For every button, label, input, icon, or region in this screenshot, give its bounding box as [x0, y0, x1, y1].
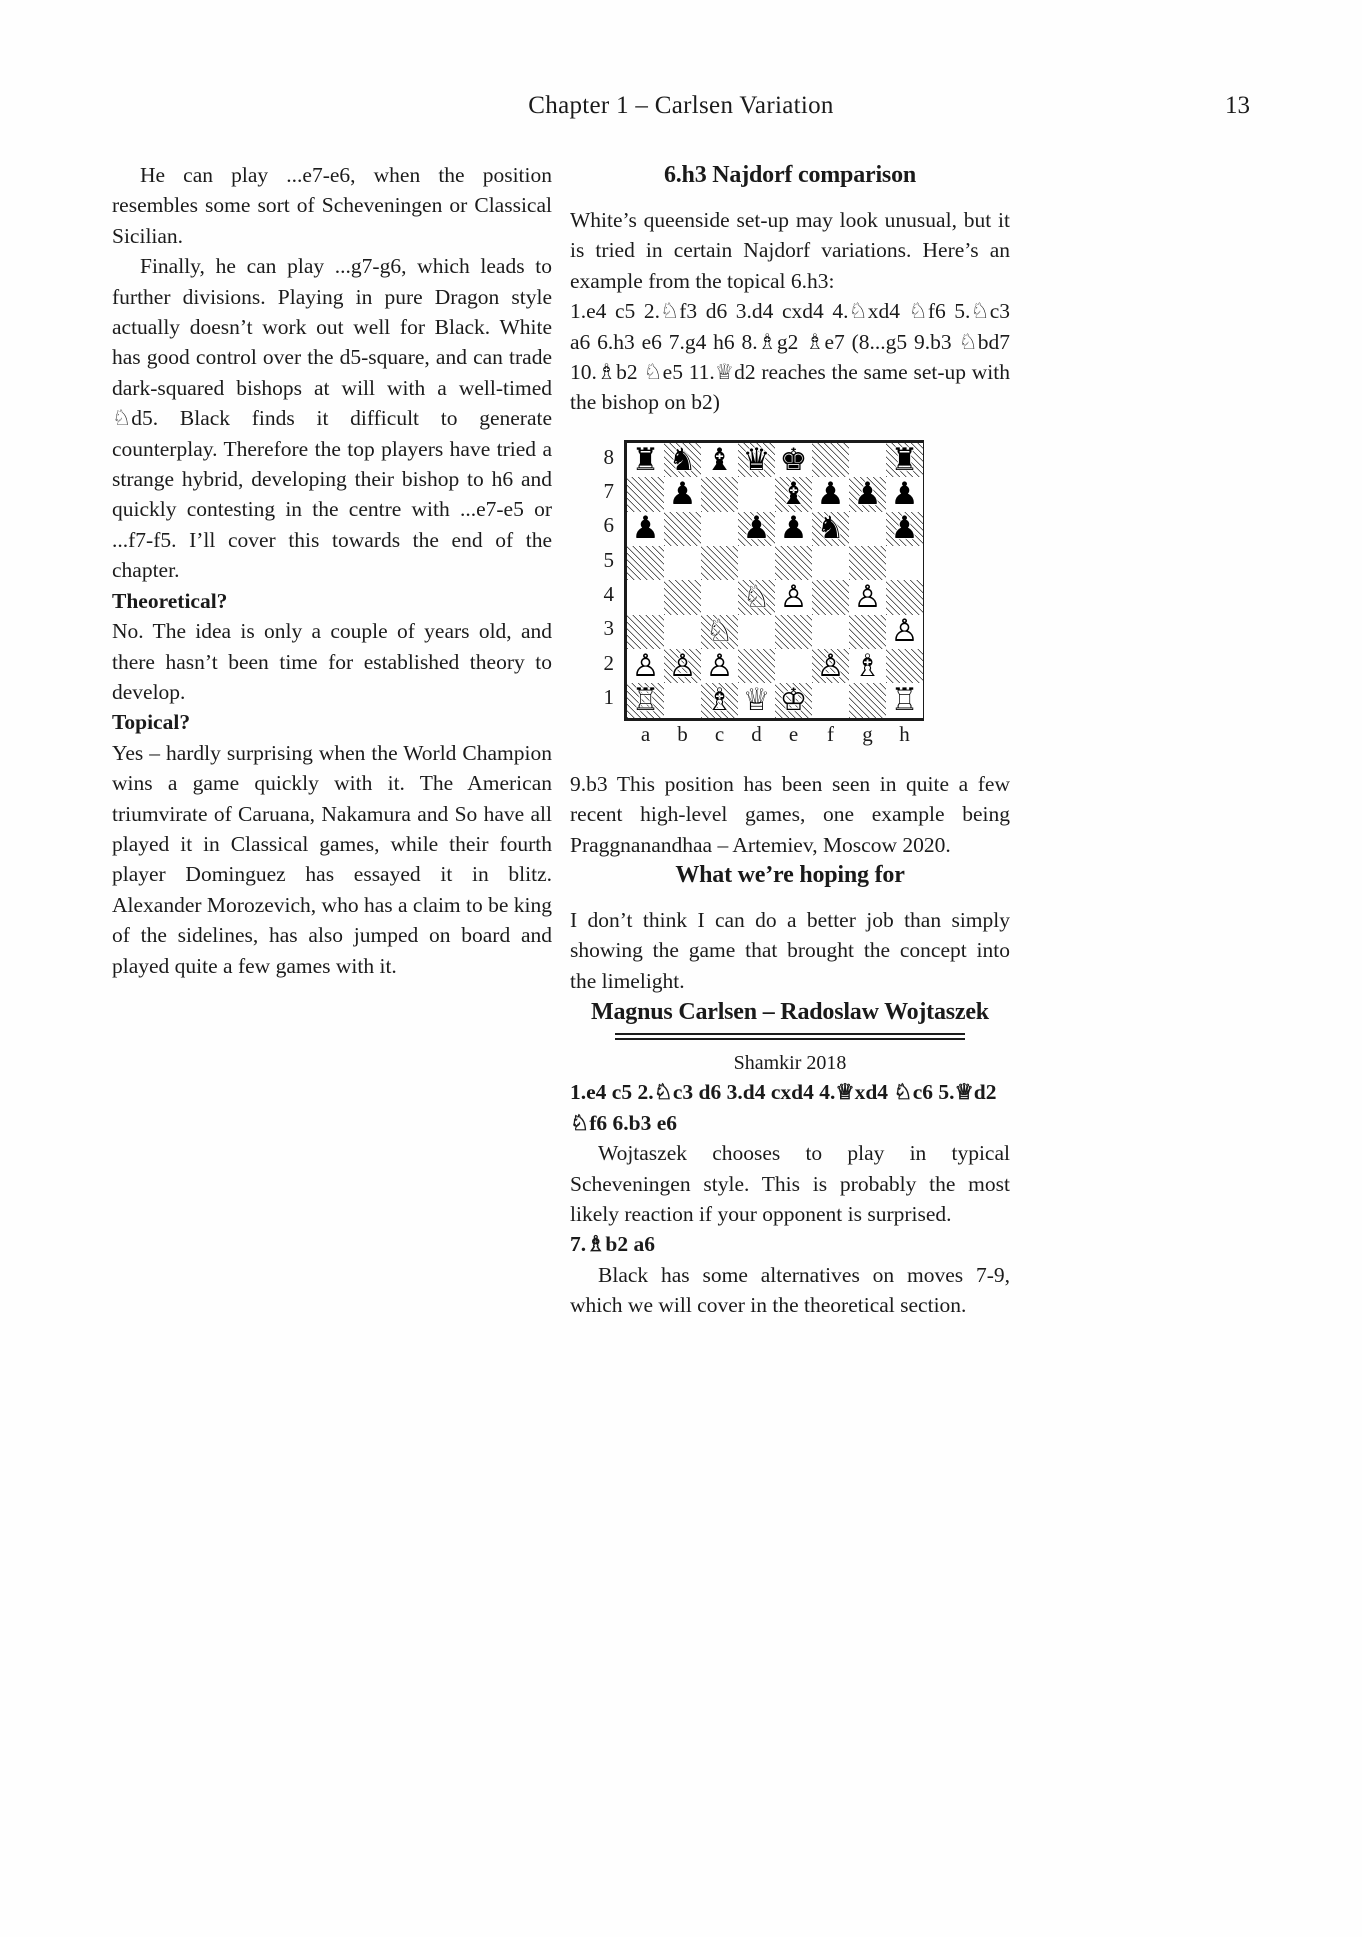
- board-square: [664, 512, 701, 546]
- board-square: [738, 443, 775, 477]
- board-square: [738, 477, 775, 511]
- board-square: [886, 512, 923, 546]
- board-square: [701, 546, 738, 580]
- rank-label: 6: [603, 513, 614, 538]
- file-coordinates: [627, 722, 923, 747]
- board-square: [664, 546, 701, 580]
- board-square: [775, 443, 812, 477]
- right-column: [570, 160, 1010, 1321]
- chess-piece: ♚: [779, 442, 808, 478]
- board-square: [701, 443, 738, 477]
- heading-najdorf-comparison: 6.h3 Najdorf comparison: [663, 162, 917, 188]
- subheading-theoretical: Theoretical?: [112, 588, 228, 613]
- board-square: [627, 443, 664, 477]
- paragraph-topical-answer: Yes – hardly surprising when the World Champion wins a game quickly with it. The American triumvirate of Caruana, Nakamura and So have all played it in Classical games, while their fourth player Dominguez has essayed it in blitz. Alexander Morozevich, who has a claim to be king of the sidelines, has also jumped on board and played quite a few games with it.: [112, 740, 553, 978]
- paragraph-wojtaszek-style: Wojtaszek chooses to play in typical Scheveningen style. This is probably the most likely reaction if your opponent is surprised.: [570, 1141, 1010, 1226]
- subheading-topical: Topical?: [112, 710, 191, 735]
- board-square: [627, 512, 664, 546]
- board-square: [886, 443, 923, 477]
- heading-what-were-hoping-for: What we’re hoping for: [675, 862, 905, 889]
- board-square: [886, 580, 923, 614]
- chess-piece: ♙: [779, 580, 808, 615]
- left-column: [112, 160, 552, 981]
- chess-piece: ♙: [631, 649, 660, 684]
- chess-piece: ♗: [705, 683, 734, 718]
- game-event: Shamkir 2018: [733, 1052, 847, 1075]
- board-square: [738, 683, 775, 717]
- board-square: [701, 477, 738, 511]
- board-square: [775, 683, 812, 717]
- board-square: [886, 546, 923, 580]
- board-square: [701, 512, 738, 546]
- chess-piece: ♙: [816, 649, 845, 684]
- rank-label: 5: [603, 547, 614, 572]
- file-label: d: [751, 721, 762, 746]
- chess-piece: ♟: [890, 477, 919, 512]
- board-square: [627, 477, 664, 511]
- file-label: a: [640, 721, 651, 746]
- move-list-game-opening: 1.e4 c5 2.♘c3 d6 3.d4 cxd4 4.♕xd4 ♘c6 5.♕d2 ♘f6 6.b3 e6: [570, 1080, 997, 1135]
- rank-label: 8: [603, 444, 614, 469]
- board-square: [775, 546, 812, 580]
- chess-diagram: [570, 440, 1010, 765]
- board-square: [664, 443, 701, 477]
- board-square: [701, 580, 738, 614]
- chess-piece: ♙: [853, 580, 882, 615]
- chess-piece: ♟: [779, 511, 808, 546]
- board-square: [812, 546, 849, 580]
- file-label: g: [862, 721, 873, 746]
- paragraph-he-can-play: He can play ...e7-e6, when the position resembles some sort of Scheveningen or Classical Sicilian.: [112, 163, 552, 248]
- board-square: [886, 683, 923, 717]
- board-square: [664, 683, 701, 717]
- chess-piece: ♝: [705, 442, 734, 478]
- board-square: [775, 477, 812, 511]
- chess-piece: ♟: [816, 477, 845, 512]
- game-header-rule: [615, 1033, 965, 1040]
- chess-piece: ♔: [779, 683, 808, 718]
- rank-label: 7: [603, 478, 614, 503]
- board-square: [886, 615, 923, 649]
- paragraph-queenside-setup: White’s queenside set-up may look unusual, but it is tried in certain Najdorf variations. Here’s an example from the topical 6.h3:: [570, 208, 1010, 293]
- board-square: [812, 443, 849, 477]
- chess-piece: ♗: [853, 649, 882, 684]
- chess-piece: ♘: [705, 614, 734, 650]
- page-number: 13: [1225, 92, 1250, 119]
- board-square: [812, 683, 849, 717]
- chess-piece: ♞: [816, 511, 845, 546]
- chess-board: [624, 440, 924, 721]
- board-square: [775, 580, 812, 614]
- board-square: [775, 512, 812, 546]
- chess-piece: ♟: [668, 477, 697, 512]
- board-square: [738, 546, 775, 580]
- file-label: e: [788, 721, 799, 746]
- board-square: [812, 615, 849, 649]
- running-head: [112, 92, 1250, 126]
- board-square: [849, 649, 886, 683]
- board-square: [738, 615, 775, 649]
- board-square: [627, 615, 664, 649]
- file-label: f: [827, 721, 834, 746]
- board-square: [775, 649, 812, 683]
- board-square: [812, 512, 849, 546]
- rank-label: 1: [603, 685, 614, 710]
- chess-piece: ♙: [668, 649, 697, 684]
- chess-piece: ♟: [742, 511, 771, 546]
- board-square: [849, 546, 886, 580]
- chess-piece: ♟: [853, 477, 882, 512]
- board-square: [664, 580, 701, 614]
- game-header: [570, 996, 1010, 1077]
- chess-piece: ♕: [742, 683, 771, 718]
- move-list-najdorf: 1.e4 c5 2.♘f3 d6 3.d4 cxd4 4.♘xd4 ♘f6 5.♘c3 a6 6.h3 e6 7.g4 h6 8.♗g2 ♗e7 (8...g5 9.b3 ♘bd7 10.♗b2 ♘e5 11.♕d2 reaches the same set-up with the bishop on b2): [570, 299, 1010, 415]
- board-square: [775, 615, 812, 649]
- board-square: [701, 683, 738, 717]
- board-square: [849, 443, 886, 477]
- chess-piece: ♙: [705, 649, 734, 684]
- chess-piece: ♟: [890, 511, 919, 546]
- game-players: Magnus Carlsen – Radoslaw Wojtaszek: [591, 999, 989, 1026]
- paragraph-black-alternatives: Black has some alternatives on moves 7-9, which we will cover in the theoretical section.: [570, 1262, 1010, 1318]
- rank-coordinates: [582, 440, 616, 715]
- chess-piece: ♞: [668, 442, 697, 478]
- board-square: [627, 683, 664, 717]
- board-square: [701, 615, 738, 649]
- board-square: [627, 580, 664, 614]
- board-square: [886, 649, 923, 683]
- board-square: [664, 477, 701, 511]
- rank-label: 4: [603, 582, 614, 607]
- paragraph-finally: Finally, he can play ...g7-g6, which leads to further divisions. Playing in pure Dragon style actually doesn’t work out well for Black. White has good control over the d5-square, and can trade dark-squared bishops at will with a well-timed ♘d5. Black finds it difficult to generate counterplay. Therefore the top players have tried a strange hybrid, developing their bishop to h6 and quickly contesting in the centre with ...e7-e5 or ...f7-f5. I’ll cover this towards the end of the chapter.: [112, 254, 552, 583]
- board-square: [849, 580, 886, 614]
- board-square: [738, 649, 775, 683]
- chess-piece: ♜: [890, 442, 919, 478]
- chess-piece: ♖: [890, 683, 919, 718]
- board-square: [701, 649, 738, 683]
- board-square: [627, 649, 664, 683]
- paragraph-limelight: I don’t think I can do a better job than simply showing the game that brought the concept into the limelight.: [570, 908, 1010, 993]
- rank-label: 3: [603, 616, 614, 641]
- board-square: [812, 580, 849, 614]
- board-square: [849, 683, 886, 717]
- file-label: h: [899, 721, 910, 746]
- board-square: [738, 580, 775, 614]
- board-square: [812, 477, 849, 511]
- chess-piece: ♝: [779, 477, 808, 512]
- board-square: [664, 649, 701, 683]
- chess-piece: ♖: [631, 683, 660, 718]
- board-square: [812, 649, 849, 683]
- paragraph-theoretical-answer: No. The idea is only a couple of years old, and there hasn’t been time for established theory to develop.: [112, 619, 552, 704]
- board-square: [849, 512, 886, 546]
- board-square: [849, 615, 886, 649]
- board-square: [664, 615, 701, 649]
- chess-piece: ♛: [742, 442, 771, 478]
- chess-piece: ♟: [631, 511, 660, 546]
- file-label: c: [714, 721, 725, 746]
- board-square: [849, 477, 886, 511]
- chess-piece: ♜: [631, 442, 660, 478]
- board-square: [738, 512, 775, 546]
- file-label: b: [677, 721, 688, 746]
- paragraph-diagram-caption: 9.b3 This position has been seen in quite a few recent high-level games, one example being Praggnanandhaa – Artemiev, Moscow 2020.: [570, 771, 1010, 857]
- chess-piece: ♘: [742, 580, 771, 615]
- board-square: [627, 546, 664, 580]
- body-columns: [112, 160, 1250, 1490]
- chess-piece: ♙: [890, 614, 919, 650]
- chapter-title: Chapter 1 – Carlsen Variation: [528, 92, 834, 119]
- move-list-bb2-a6: 7.♗b2 a6: [570, 1232, 655, 1257]
- rank-label: 2: [603, 650, 614, 675]
- board-square: [886, 477, 923, 511]
